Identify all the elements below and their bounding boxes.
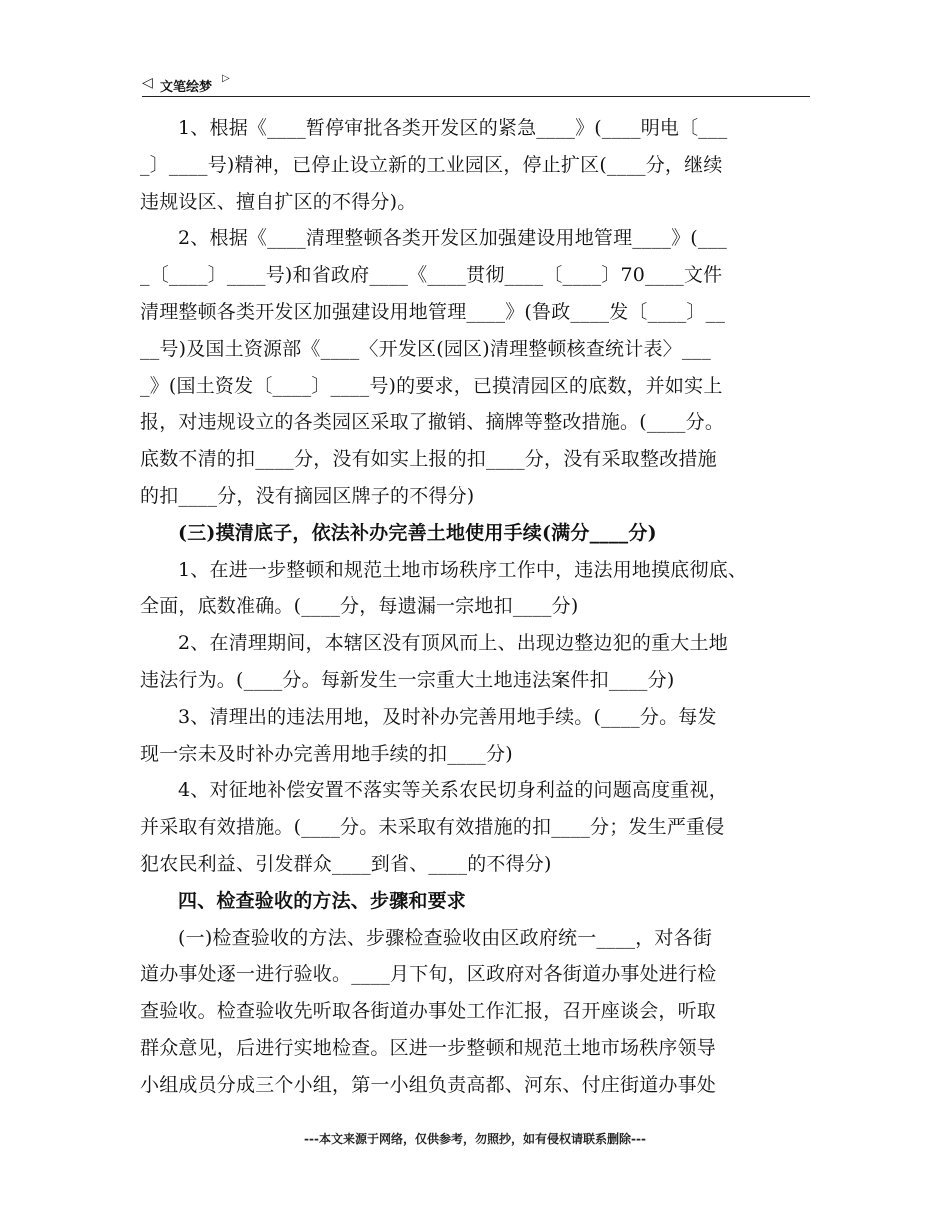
page-footer: ---本文来源于网络，仅供参考，勿照抄，如有侵权请联系删除---	[304, 1132, 646, 1146]
body-line: 报，对违规设立的各类园区采取了撤销、摘牌等整改措施。(____分。	[140, 411, 725, 434]
body-line: 3、清理出的违法用地，及时补办完善用地手续。(____分。每发	[178, 705, 717, 728]
right-triangle-icon: ▷	[222, 73, 230, 84]
body-line: 的扣____分，没有摘园区牌子的不得分)	[140, 484, 475, 507]
body-line: 违法行为。(____分。每新发生一宗重大土地违法案件扣____分)	[140, 668, 675, 691]
body-line: _〕____号)精神，已停止设立新的工业园区，停止扩区(____分，继续	[140, 153, 723, 176]
body-line: 犯农民利益、引发群众____到省、____的不得分)	[140, 852, 552, 875]
body-line: 并采取有效措施。(____分。未采取有效措施的扣____分；发生严重侵	[140, 816, 725, 839]
body-line: 小组成员分成三个小组，第一小组负责高都、河东、付庄街道办事处	[140, 1073, 717, 1096]
body-line: 群众意见，后进行实地检查。区进一步整顿和规范土地市场秩序领导	[140, 1036, 717, 1059]
body-line: 违规设区、擅自扩区的不得分)。	[140, 190, 417, 213]
body-line: (一)检查验收的方法、步骤检查验收由区政府统一____，对各街	[178, 926, 713, 949]
document-body	[140, 110, 820, 1104]
body-line: 清理整顿各类开发区加强建设用地管理____》(鲁政____发〔____〕__	[140, 300, 726, 323]
section-heading: 四、检查验收的方法、步骤和要求	[178, 889, 467, 912]
body-line: 2、根据《____清理整顿各类开发区加强建设用地管理____》(___	[178, 227, 728, 250]
left-triangle-icon: ◁	[142, 75, 153, 91]
brand-name: 文笔绘梦	[160, 80, 213, 95]
body-line: 道办事处逐一进行验收。____月下旬，区政府对各街道办事处进行检	[140, 963, 717, 986]
body-line: 4、对征地补偿安置不落实等关系农民切身利益的问题高度重视，	[178, 779, 728, 802]
body-line: 查验收。检查验收先听取各街道办事处工作汇报，召开座谈会，听取	[140, 1000, 717, 1023]
body-line: 全面，底数准确。(____分，每遗漏一宗地扣____分)	[140, 595, 579, 618]
body-line: 现一宗未及时补办完善用地手续的扣____分)	[140, 742, 513, 765]
body-line: __号)及国土资源部《____〈开发区(园区)清理整顿核查统计表〉___	[140, 337, 711, 360]
body-line: 2、在清理期间，本辖区没有顶风而上、出现边整边犯的重大土地	[178, 632, 728, 655]
body-line: 1、在进一步整顿和规范土地市场秩序工作中，违法用地摸底彻底、	[178, 558, 748, 581]
section-heading: (三)摸清底子，依法补办完善土地使用手续(满分____分)	[178, 521, 657, 544]
body-line: _》(国土资发〔____〕____号)的要求，已摸清园区的底数，并如实上	[140, 374, 723, 397]
body-line: _〔____〕____号)和省政府____《____贯彻____〔____〕70____文件	[140, 264, 723, 287]
body-line: 1、根据《____暂停审批各类开发区的紧急____》(____明电〔___	[178, 117, 728, 139]
page-header	[142, 72, 810, 97]
body-line: 底数不清的扣____分，没有如实上报的扣____分，没有采取整改措施	[140, 448, 717, 471]
